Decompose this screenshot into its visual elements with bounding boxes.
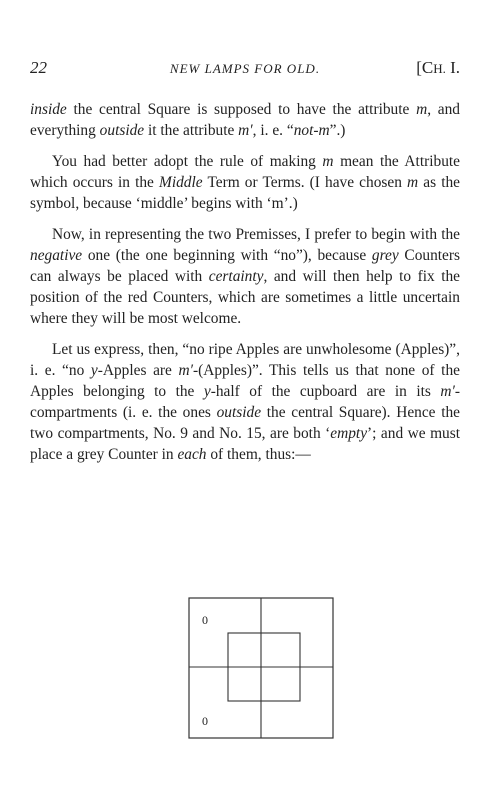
cupboard-diagram (188, 597, 334, 739)
grey-counter-bottom: 0 (202, 714, 208, 728)
chapter-bracket: [C (416, 58, 434, 77)
text-run: it the attribute (144, 122, 239, 139)
paragraph (30, 99, 460, 141)
chapter-label (416, 58, 460, 78)
text-run: , i. e. “ (252, 122, 294, 139)
paragraph (30, 151, 460, 214)
italic-run: certainty (208, 268, 264, 285)
text-run: You had better adopt the rule of making (52, 153, 323, 170)
chapter-small-caps: H. (433, 61, 446, 76)
text-run: , and will then help to fix the position of the red Counters, which are sometimes a little uncertain where they will be most welcome. (30, 268, 461, 327)
text-run: Counters can always be placed with (30, 247, 460, 285)
text-run: -(Apples)”. This tells us that none of the Apples belonging to the (30, 362, 460, 400)
paragraph (30, 339, 460, 465)
italic-run: m (322, 153, 334, 170)
italic-run: each (177, 446, 207, 463)
italic-run: Middle (159, 174, 203, 191)
text-run: as the symbol, because ‘middle’ begins with ‘m’.) (30, 174, 460, 212)
text-run: -half of the cupboard are in its (210, 383, 441, 400)
chapter-number: I. (445, 58, 460, 77)
italic-run: m′ (440, 383, 455, 400)
text-run: , and everything (30, 101, 460, 139)
page-number: 22 (30, 58, 47, 77)
italic-run: inside (30, 101, 67, 118)
italic-run: m (407, 174, 419, 191)
grey-counter-top: 0 (202, 613, 208, 627)
diagram-svg (188, 597, 334, 739)
page-header (30, 58, 460, 84)
text-run: -Apples are (97, 362, 179, 379)
text-run: ’; and we must place a grey Counter in (30, 425, 461, 463)
running-title: NEW LAMPS FOR OLD. (169, 61, 321, 76)
italic-run: not-m (293, 122, 330, 139)
paragraph (30, 224, 460, 329)
text-run: Let us express, then, “no ripe Apples are unwholesome (Apples)”, i. e. “no (30, 341, 460, 379)
text-run: Term or Terms. (I have chosen (202, 174, 408, 191)
italic-run: m′ (238, 122, 253, 139)
italic-run: outside (99, 122, 145, 139)
text-run: one (the one beginning with “no”), because (82, 247, 372, 264)
text-run: the central Square is supposed to have the attribute (66, 101, 417, 118)
text-run: of them, thus:— (206, 446, 311, 463)
text-run: -compartments (i. e. the ones (30, 383, 460, 421)
italic-run: m′ (178, 362, 193, 379)
text-run: Now, in representing the two Premisses, I prefer to begin with the (52, 226, 460, 243)
italic-run: empty (330, 425, 368, 442)
italic-run: y (90, 362, 98, 379)
italic-run: outside (216, 404, 262, 421)
text-run: mean the Attribute which occurs in the (30, 153, 460, 191)
italic-run: m (416, 101, 428, 118)
body-text (30, 99, 460, 475)
italic-run: negative (30, 247, 83, 264)
italic-run: y (203, 383, 211, 400)
text-run: ”.) (329, 122, 346, 139)
italic-run: grey (371, 247, 399, 264)
text-run: the central Square). Hence the two compartments, No. 9 and No. 15, are both ‘ (30, 404, 460, 442)
